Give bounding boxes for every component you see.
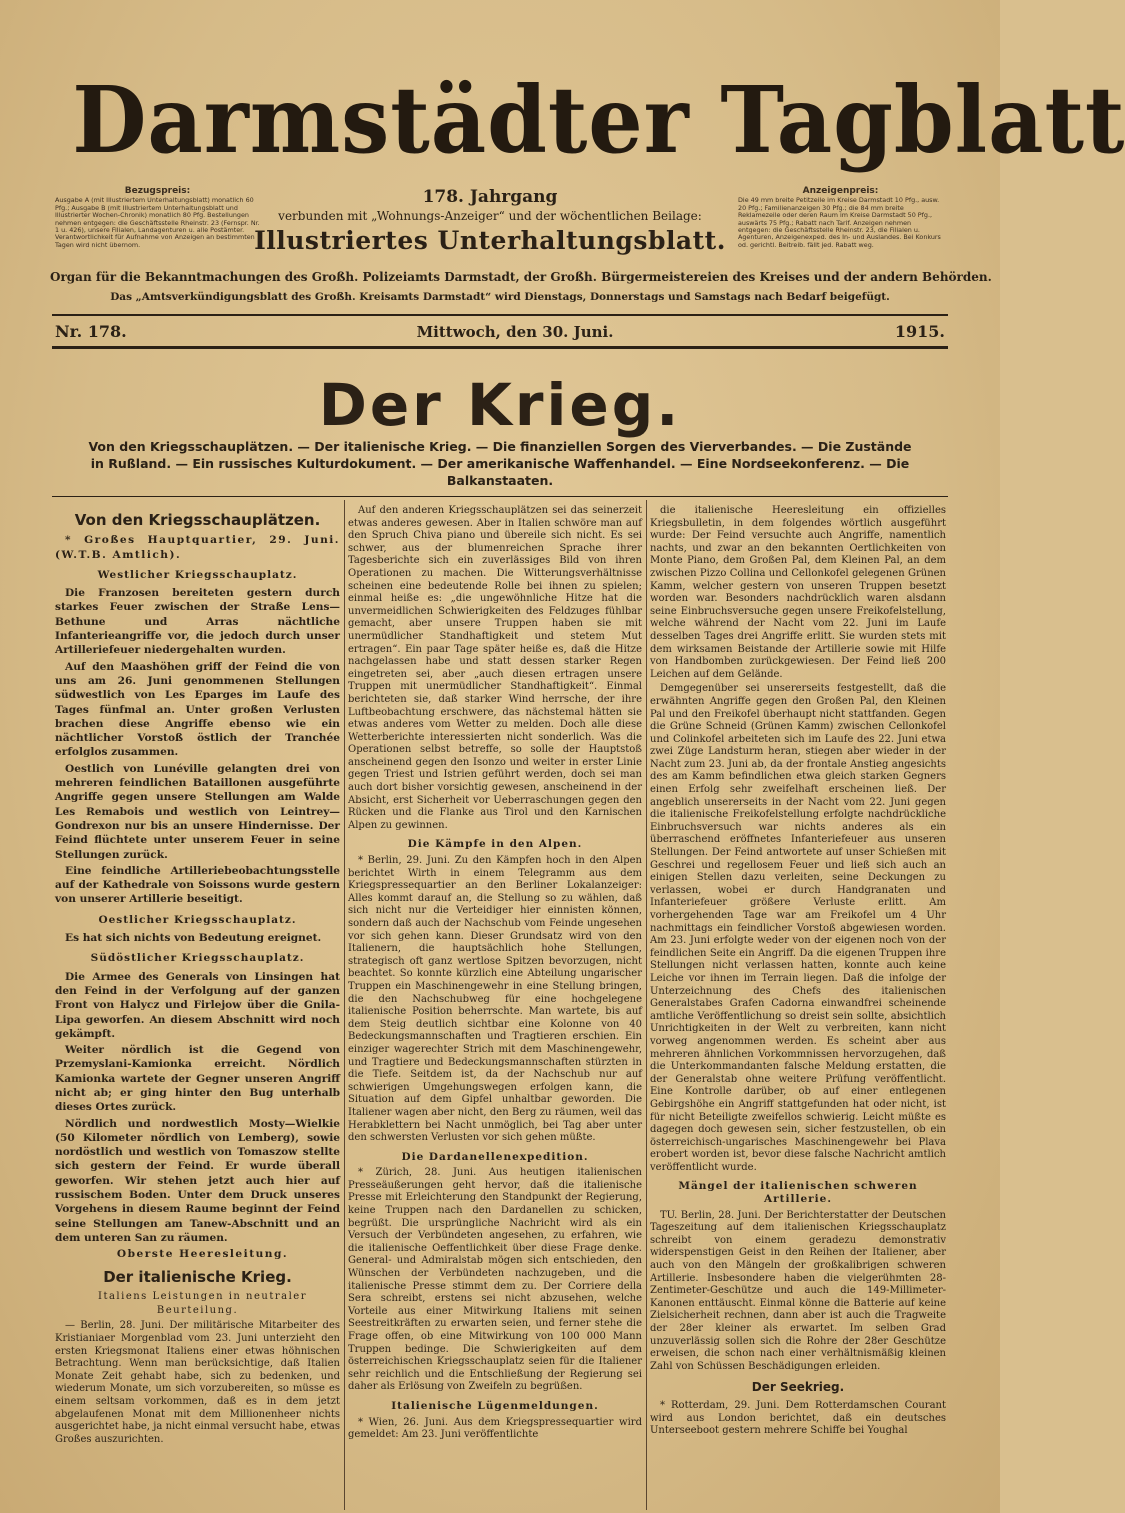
newspaper-title: Darmstädter Tagblatt — [72, 66, 1125, 174]
supplement-note: verbunden mit „Wohnungs-Anzeiger“ und der wöchentlichen Beilage: — [278, 209, 702, 223]
subscription-box — [55, 188, 260, 249]
masthead-center — [250, 186, 730, 257]
paragraph: * Berlin, 29. Juni. Zu den Kämpfen hoch in den Alpen berichtet Wirth in einem Telegramm aus dem Kriegspressequartier an den Berliner Lokalanzeiger: Alles kommt darauf an, die Stellung so zu wählen, daß sich nicht nur die Verteidiger hier einnisten können, sondern daß auch der Nachschub vom Feinde ungesehen vor sich gehen kann. Dieser Grundsatz wird von den Italienern, die hauptsächlich hohe Stellungen, strategisch oft ganz wertlose Spitzen bevorzugen, nicht beachtet. So konnte kürzlich eine Abteilung ungarischer Truppen ein Maschinengewehr in eine Stellung bringen, die den Nachschubweg für eine hochgelegene italienische Position beherrschte. Man wartete, bis auf dem Steig deutlich sichtbar eine Kolonne von 40 Bedeckungsmannschaften und Tragtieren erschien. Ein einziger wagerechter Strich mit dem Maschinengewehr, und Tragtiere und Bedeckungsmannschaften stürzten in die Tiefe. Seitdem ist, da der Nachschub nur auf schwierigen Umgehungswegen erfolgen kann, die Situation auf dem Gipfel unhaltbar geworden. Die Italiener wagen aber nicht, den Berg zu räumen, weil das Herabklettern bei Nacht unmöglich, bei Tag aber unter den schwersten Verlusten vor sich gehen müßte. — [348, 855, 642, 1144]
headline-rule — [52, 496, 948, 497]
paragraph: Oestlich von Lunéville gelangten drei von mehreren feindlichen Bataillonen ausgeführte Angriffe gegen unsere Stellungen am Walde Les Remabois und westlich von Leintrey—Gondrexon nur bis an unsere Hindernisse. Der Feind flüchtete unter unserem Feuer in seine Stellungen zurück. — [55, 762, 340, 861]
subscription-heading: Bezugspreis: — [124, 186, 191, 196]
issue-number: Nr. 178. — [55, 322, 127, 341]
supplement-title: Illustriertes Unterhaltungsblatt. — [254, 226, 726, 255]
column-3 — [650, 505, 946, 1505]
paragraph: Es hat sich nichts von Bedeutung ereignet. — [65, 932, 322, 945]
issue-rule — [52, 346, 948, 349]
signature: Oberste Heeresleitung. — [116, 1248, 289, 1261]
paragraph: Nördlich und nordwestlich Mosty—Wielkie (50 Kilometer nördlich von Lemberg), sowie nordöstlich und westlich von Tomaszow stellte sich gestern der Feind. Er wurde überall geworfen. Wir stehen jetzt auch hier auf russischem Boden. Unter dem Druck unseres Vorgehens in diesem Raume beginnt der Feind seine Stellungen am Tanew-Abschnitt und an dem unteren San zu räumen. — [55, 1117, 340, 1244]
paragraph: Die Franzosen bereiteten gestern durch starkes Feuer zwischen der Straße Lens—Bethune und Arras nächtliche Infanterieangriffe vor, die jedoch durch unser Artilleriefeuer niedergehalten wurden. — [55, 587, 340, 657]
headline-summary: Von den Kriegsschauplätzen. — Der italienische Krieg. — Die finanziellen Sorgen des Vierverbandes. — Die Zustände in Rußland. — Ein russisches Kulturdokument. — Der amerikanische Waffenhandel. — Eine Nordseekonferenz. — Die Balkanstaaten. — [88, 439, 912, 488]
section-heading: Von den Kriegsschauplätzen. — [74, 511, 321, 529]
subheading: Italiens Leistungen in neutraler Beurteilung. — [98, 1290, 307, 1317]
paragraph: * Wien, 26. Juni. Aus dem Kriegspressequartier wird gemeldet: Am 23. Juni veröffentlichte — [348, 1416, 642, 1441]
paragraph: Weiter nördlich ist die Gegend von Przemyslani-Kamionka erreicht. Nördlich Kamionka wartete der Gegner unseren Angriff nicht ab; er ging hinter den Bug unterhalb dieses Ortes zurück. — [55, 1044, 340, 1114]
paragraph: Auf den anderen Kriegsschauplätzen sei das seinerzeit etwas anderes gewesen. Aber in Italien schwöre man auf den Spruch Chiva piano und übereile sich nicht. Es sei schwer, aus der blumenreichen Sprache ihrer Tagesberichte sich ein zuverlässiges Bild von ihren Operationen zu machen. Die Witterungsverhältnisse scheinen eine bedeutende Rolle bei ihnen zu spielen; einmal heiße es: „die ungewöhnliche Hitze hat die unvermeidlichen Schwierigkeiten des Feldzuges fühlbar gemacht, aber unsere Truppen haben sie mit unermüdlicher Standhaftigkeit und stetem Mut ertragen“. Ein paar Tage später heiße es, daß die Hitze nachgelassen habe und statt dessen starker Regen eingetreten sei, aber „auch diesen ertragen unsere Truppen mit unermüdlicher Standhaftigkeit“. Einmal berichteten sie, daß starker Wind herrsche, der ihre Luftbeobachtung erschwere, das nächstemal hätten sie etwas anderes vom Wetter zu melden. Doch alle diese Wetterberichte interessierten nicht sonderlich. Was die Operationen selbst betreffe, so solle der Hauptstoß anscheinend gegen den Isonzo und weiter in erster Linie gegen Triest und Istrien geführt werden, doch sei man auch dort bisher vorsichtig gewesen, anscheinend in der Absicht, erst Sicherheit vor Ueberraschungen gegen den Rücken und die Flanke aus Tirol und den Karnischen Alpen zu gewinnen. — [348, 505, 642, 831]
subheading: Oestlicher Kriegsschauplatz. — [98, 913, 297, 926]
advert-price-box — [738, 188, 943, 249]
paragraph: die italienische Heeresleitung ein offizielles Kriegsbulletin, in dem folgendes wörtlich ausgeführt wurde: Der Feind versuchte auch Angriffe, namentlich nachts, und zwar an den bekannten Oertlichkeiten von Monte Piano, dem Großen Pal, dem Kleinen Pal, an dem zwischen Pizzo Collina und Cellonkofel gelegenen Grünen Kamm, welcher gestern von unseren Truppen besetzt worden war. Besonders nachdrücklich waren alsdann seine Einbruchsversuche gegen unsere Freikofelstellung, welche während der Nacht vom 22. Juni im Laufe desselben Tages drei Angriffe erlitt. Sie wurden stets mit dem wirksamen Beistande der Artillerie sowie mit Hilfe von Handbomben zurückgewiesen. Der Feind ließ 200 Leichen auf dem Gelände. — [650, 505, 946, 680]
subheading: Westlicher Kriegsschauplatz. — [97, 568, 298, 581]
section-heading: Der Seekrieg. — [751, 1380, 845, 1395]
issue-date: Mittwoch, den 30. Juni. — [416, 323, 614, 341]
organ-line: Organ für die Bekanntmachungen des Großh. Polizeiamts Darmstadt, der Großh. Bürgermeistereien des Kreises und der andern Behörden. — [50, 270, 992, 284]
organ-line-2: Das „Amtsverkündigungsblatt des Großh. Kreisamts Darmstadt“ wird Dienstags, Donnerstags und Samstags nach Bedarf beigefügt. — [110, 291, 890, 303]
subheading: Mängel der italienischen schweren Artillerie. — [678, 1180, 918, 1206]
masthead — [40, 60, 1125, 190]
subheading: Die Kämpfe in den Alpen. — [407, 838, 583, 851]
issue-bar — [55, 320, 945, 344]
advert-price-heading: Anzeigenpreis: — [802, 186, 879, 196]
paragraph: * Zürich, 28. Juni. Aus heutigen italienischen Presseäußerungen geht hervor, daß die italienische Presse mit Erleichterung den Standpunkt der Regierung, keine Truppen nach den Dardanellen zu schicken, begrüßt. Die ursprüngliche Nachricht wird als ein Versuch der Verbündeten angesehen, zu erfahren, wie die italienische Oeffentlichkeit über diese Frage denke. General- und Admiralstab mögen sich entschieden, den Wünschen der Verbündeten nachzugeben, und die italienische Presse stimmt dem zu. Der Corriere della Sera schreibt, erstens sei nicht abzusehen, welche Vorteile aus einer Mitwirkung Italiens mit seinen Seestreitkräften zu erwarten seien, und ferner stehe die Frage offen, ob eine Mitwirkung von 100 000 Mann Truppen bedinge. Die Schwierigkeiten auf dem österreichischen Kriegsschauplatz seien für die Italiener sehr reichlich und die Entschließung der Regierung sei daher als Erlösung von Zweifeln zu begrüßen. — [348, 1167, 642, 1393]
subheading: Italienische Lügenmeldungen. — [391, 1399, 599, 1412]
main-headline: Der Krieg. — [318, 371, 682, 439]
column-2 — [348, 505, 642, 1505]
subheading: Südöstlicher Kriegsschauplatz. — [90, 952, 305, 965]
column-1 — [55, 505, 340, 1505]
paragraph: TU. Berlin, 28. Juni. Der Berichterstatter der Deutschen Tageszeitung auf dem italienischen Kriegsschauplatz schreibt von einem geradezu demonstrativ widerspenstigen Geist in den Reihen der Italiener, aber auch von den Mängeln der großkalibrigen schweren Artillerie. Insbesondere haben die vielgerühmten 28-Zentimeter-Geschütze und auch die 149-Millimeter-Kanonen enttäuscht. Einmal könne die Batterie auf keine Zielsicherheit rechnen, dann aber ist auch die Tragweite der 28er kleiner als erwartet. Im selben Grad unzuverlässig sollen sich die Rohre der 28er Geschütze erweisen, die schon nach einer verhältnismäßig kleinen Zahl von Schüssen Beschädigungen erleiden. — [650, 1209, 946, 1372]
volume-year: 178. Jahrgang — [422, 187, 558, 207]
column-divider-1 — [344, 500, 345, 1510]
issue-year: 1915. — [894, 322, 945, 341]
section-heading: Der italienische Krieg. — [103, 1267, 292, 1286]
subscription-text: Ausgabe A (mit Illustriertem Unterhaltungsblatt) monatlich 60 Pfg.; Ausgabe B (mit Illustriertem Unterhaltungsblatt und Illustrierter Wochen-Chronik) monatlich 80 Pfg. Bestellungen nehmen entgegen: die Geschäftsstelle Rheinstr. 23 (Fernspr. Nr. 1 u. 426), unsere Filialen, Landagenturen u. alle Postämter. Verantwortlichkeit für Aufnahme von Anzeigen an bestimmten Tagen wird nicht übernom. — [55, 196, 260, 249]
paragraph: Eine feindliche Artilleriebeobachtungsstelle auf der Kathedrale von Soissons wurde gestern von unserer Artillerie beseitigt. — [55, 864, 340, 906]
paragraph: Demgegenüber sei unsererseits festgestellt, daß die erwähnten Angriffe gegen den Großen Pal, den Kleinen Pal und den Freikofel überhaupt nicht stattfanden. Gegen die Grüne Schneid (Grünen Kamm) zwischen Cellonkofel und Colinkofel arbeiteten sich im Laufe des 22. Juni etwa zwei Züge Landsturm heran, stiegen aber wieder in der Nacht zum 23. Juni ab, da der frontale Anstieg angesichts des am Kamm befindlichen etwa gleich starken Gegners einen Erfolg sehr zweifelhaft erscheinen ließ. Der angeblich unsererseits in der Nacht vom 22. Juni gegen die italienische Freikofelstellung erfolgte nachdrückliche Einbruchsversuch war nichts anderes als ein überraschend eröffnetes Infanteriefeuer aus unseren Stellungen. Der Feind antwortete auf unser Schießen mit Geschrei und regellosem Feuer und ließ sich auch an einigen Stellen dazu verleiten, seine Deckungen zu verlassen, wobei er durch Handgranaten und Infanteriefeuer größere Verluste erlitt. Am vorhergehenden Tage war am Freikofel um 4 Uhr nachmittags ein feindlicher Vorstoß abgewiesen worden. Am 23. Juni erfolgte weder von der eigenen noch von der feindlichen Seite ein Angriff. Da die eigenen Truppen ihre Stellungen nicht verlassen hatten, konnte auch keine Leiche vor ihnen im Terrain liegen. Daß die infolge der Unterzeichnung des Chefs des italienischen Generalstabes Grafen Cadorna einwandfrei scheinende amtliche Veröffentlichung so dreist sein sollte, absichtlich Unrichtigkeiten in der Welt zu verbreiten, kann nicht vorweg angenommen werden. Es scheint aber aus mehreren ähnlichen Vorkommnissen hervorzugehen, daß die Unterkommandanten falsche Meldung erstatten, die der Generalstab ohne weitere Prüfung veröffentlicht. Eine Kontrolle darüber, ob auf einer entlegenen Gebirgshöhe ein Angriff stattgefunden hat oder nicht, ist für nicht Beteiligte zweifellos schwierig. Leicht müßte es dagegen doch gewesen sein, sicher festzustellen, ob ein österreichisch-ungarisches Maschinengewehr bei Plava erobert worden ist, bevor diese falsche Nachricht amtlich veröffentlicht wurde. — [650, 683, 946, 1173]
dateline: * Großes Hauptquartier, 29. Juni. (W.T.B. Amtlich). — [55, 534, 340, 561]
paragraph: Auf den Maashöhen griff der Feind die von uns am 26. Juni genommenen Stellungen südwestlich von Les Eparges im Laufe des Tages fünfmal an. Unter großen Verlusten brachen diese Angriffe ebenso wie ein nächtlicher Vorstoß östlich der Tranchée erfolglos zusammen. — [55, 660, 340, 759]
paragraph: * Rotterdam, 29. Juni. Dem Rotterdamschen Courant wird aus London berichtet, daß ein deutsches Unterseeboot gestern mehrere Schiffe bei Youghal — [650, 1399, 946, 1437]
paragraph: — Berlin, 28. Juni. Der militärische Mitarbeiter des Kristianiaer Morgenblad vom 23. Juni unterzieht den ersten Kriegsmonat Italiens einer etwas höhnischen Betrachtung. Wenn man berücksichtige, daß Italien Monate Zeit gehabt habe, sich zu bedenken, und wiederum Monate, um sich vorzubereiten, so müsse es einem seltsam vorkommen, daß es in dem jetzt abgelaufenen Monat mit dem Millionenheer nichts ausgerichtet habe, ja nicht einmal versucht habe, etwas Großes auszurichten. — [55, 1320, 340, 1445]
top-rule — [52, 314, 948, 316]
column-divider-2 — [646, 500, 647, 1510]
advert-price-text: Die 49 mm breite Petitzeile im Kreise Darmstadt 10 Pfg., ausw. 20 Pfg.; Familienanzeigen 30 Pfg.; die 84 mm breite Reklamezeile oder deren Raum im Kreise Darmstadt 50 Pfg., auswärts 75 Pfg.; Rabatt nach Tarif. Anzeigen nehmen entgegen: die Geschäftsstelle Rheinstr. 23, die Filialen u. Agenturen, Anzeigenexped. des In- und Auslandes. Bei Konkurs od. gerichtl. Beitreib. fällt jed. Rabatt weg. — [738, 196, 941, 249]
paragraph: Die Armee des Generals von Linsingen hat den Feind in der Verfolgung auf der ganzen Front von Halycz und Firlejow über die Gnila-Lipa geworfen. An diesem Abschnitt wird noch gekämpft. — [55, 970, 340, 1040]
subheading: Die Dardanellenexpedition. — [401, 1150, 589, 1163]
